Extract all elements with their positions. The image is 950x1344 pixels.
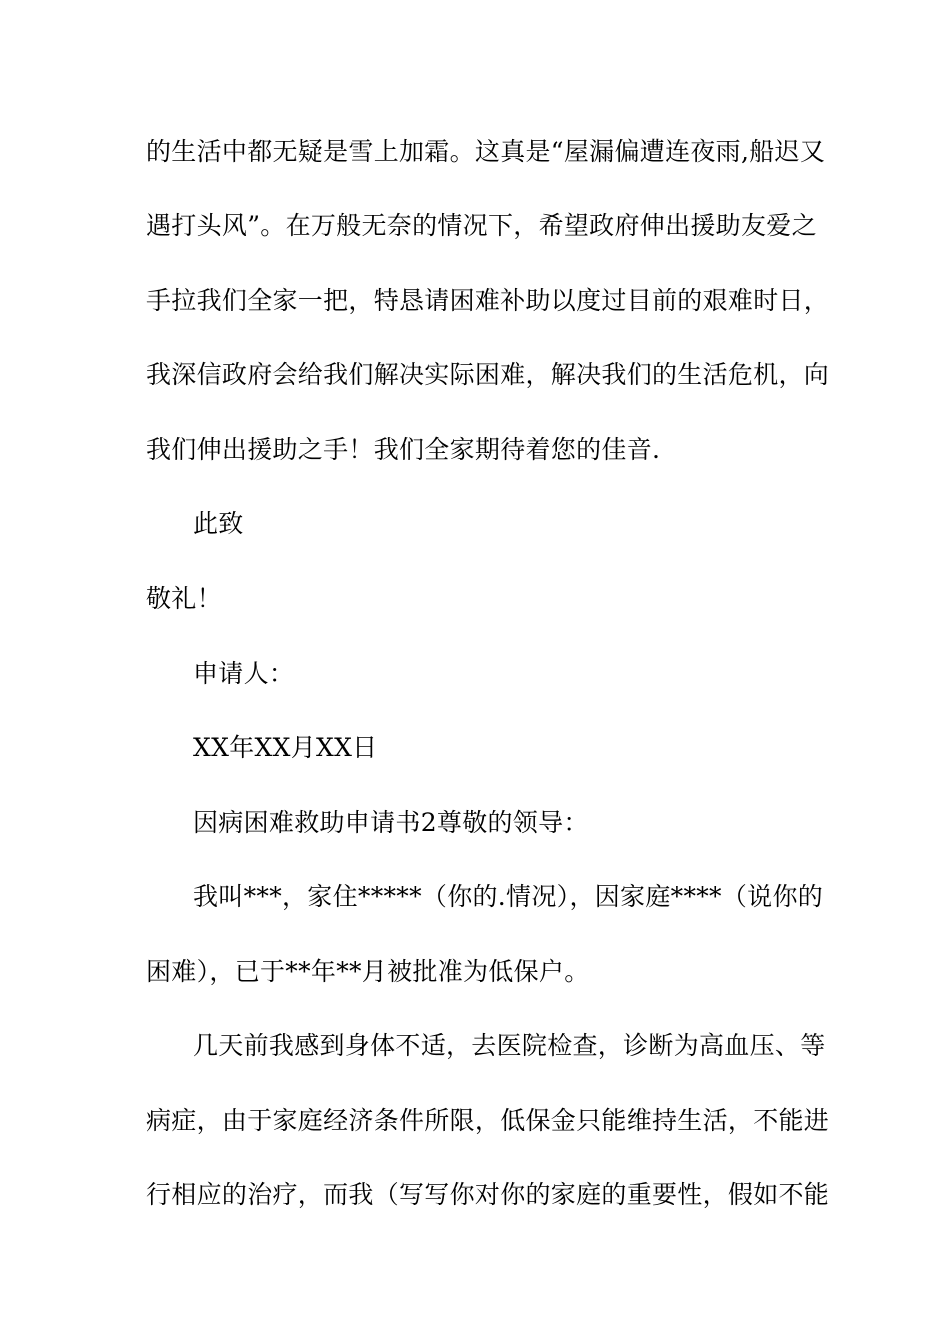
text-line: 的生活中都无疑是雪上加霜。这真是“屋漏偏遭连夜雨,船迟又	[146, 137, 826, 166]
text-line: 困难），已于**年**月被批准为低保户。	[146, 957, 590, 986]
applicant-label: 申请人：	[193, 659, 295, 688]
section-heading: 因病困难救助申请书2尊敬的领导：	[193, 808, 589, 837]
text-line: 病症，由于家庭经济条件所限，低保金只能维持生活，不能进	[146, 1106, 830, 1135]
text-line: 行相应的治疗，而我（写写你对你的家庭的重要性，假如不能	[146, 1180, 830, 1209]
text-line: 遇打头风”。在万般无奈的情况下，希望政府伸出援助友爱之	[146, 211, 817, 240]
text-line: 我们伸出援助之手！我们全家期待着您的佳音.	[146, 435, 661, 464]
text-line: 我叫***，家住*****（你的.情况），因家庭****（说你的	[193, 882, 824, 911]
text-line: 我深信政府会给我们解决实际困难，解决我们的生活危机，向	[146, 360, 830, 389]
closing-line: 敬礼！	[146, 584, 222, 613]
text-line: 手拉我们全家一把，特恳请困难补助以度过目前的艰难时日，	[146, 286, 830, 315]
date-line: XX年XX月XX日	[193, 733, 378, 762]
salutation-line: 此致	[193, 509, 244, 538]
text-line: 几天前我感到身体不适，去医院检查，诊断为高血压、等	[193, 1031, 826, 1060]
